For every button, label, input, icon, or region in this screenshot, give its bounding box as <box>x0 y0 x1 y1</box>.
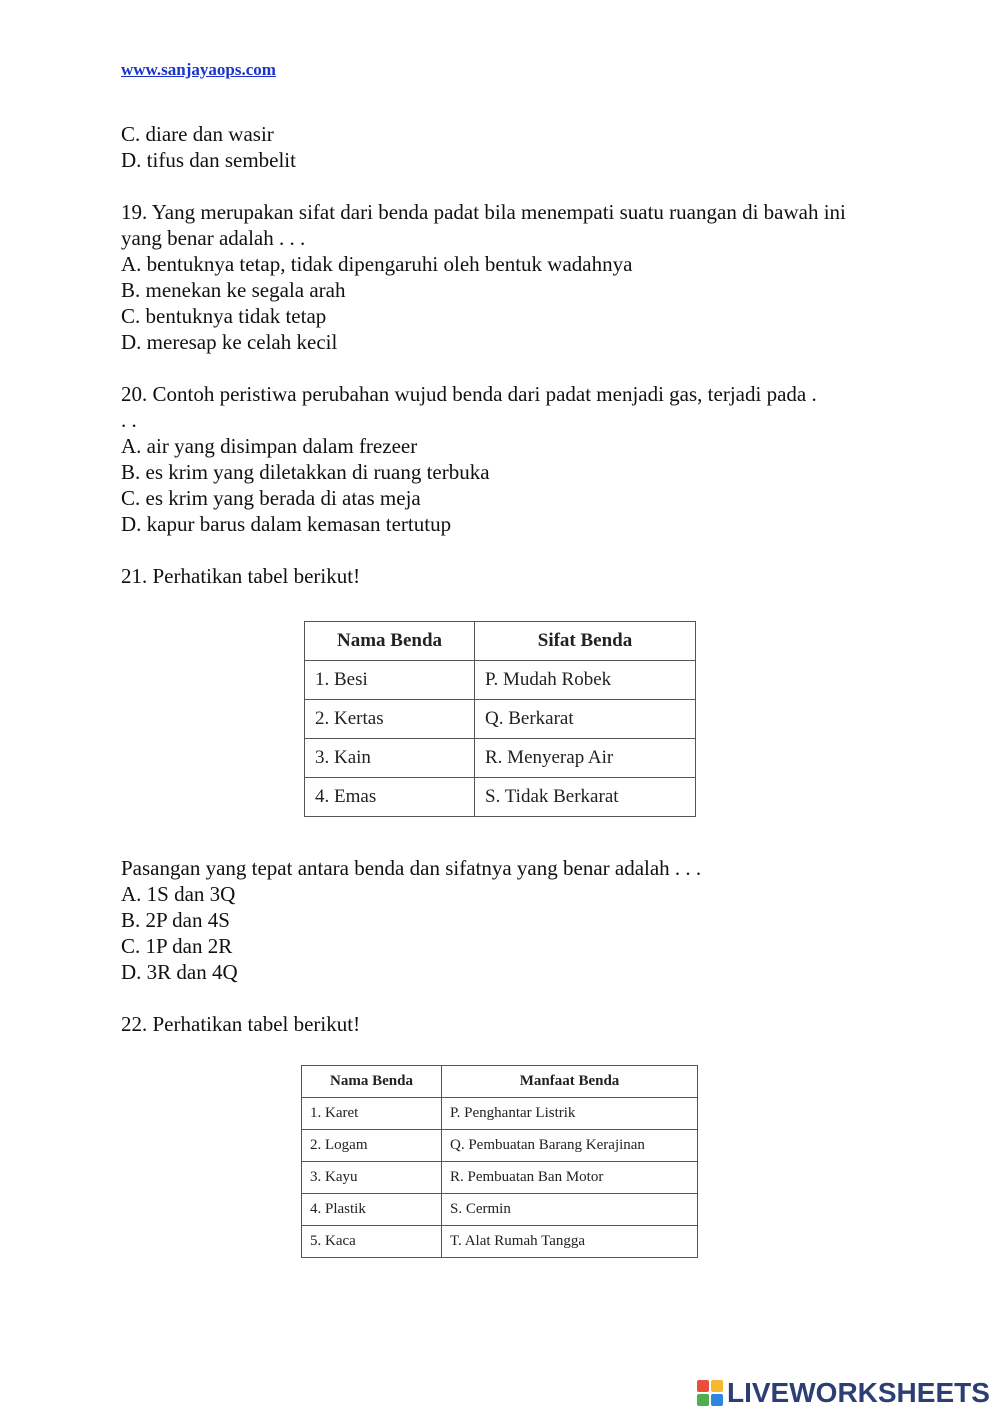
option-c: C. 1P dan 2R <box>121 934 233 958</box>
table-row <box>302 1130 698 1162</box>
option-d: D. meresap ke celah kecil <box>121 330 338 354</box>
prompt-text: Pasangan yang tepat antara benda dan sifatnya yang benar adalah . . . <box>121 856 702 880</box>
option-b: B. menekan ke segala arah <box>121 278 346 302</box>
table-row <box>302 1226 698 1258</box>
question-21-prompt <box>121 855 891 985</box>
cell-sifat: Q. Berkarat <box>475 700 696 739</box>
cell-nama: 1. Besi <box>305 661 475 700</box>
logo-text: LIVEWORKSHEETS <box>727 1377 990 1408</box>
question-text: 19. Yang merupakan sifat dari benda padat bila menempati suatu ruangan di bawah ini yang benar adalah . . . <box>121 200 846 250</box>
option-b: B. 2P dan 4S <box>121 908 230 932</box>
option-d: D. tifus dan sembelit <box>121 148 296 172</box>
table-row <box>305 778 696 817</box>
table-header-row <box>302 1066 698 1098</box>
cell-sifat: S. Tidak Berkarat <box>475 778 696 817</box>
cell-nama: 2. Logam <box>302 1130 442 1162</box>
option-a: A. air yang disimpan dalam frezeer <box>121 434 418 458</box>
table-row <box>302 1162 698 1194</box>
cell-sifat: P. Mudah Robek <box>475 661 696 700</box>
question-text: 21. Perhatikan tabel berikut! <box>121 564 361 588</box>
table-sifat-benda <box>304 621 696 817</box>
table-row <box>305 661 696 700</box>
option-a: A. 1S dan 3Q <box>121 882 236 906</box>
q18-options <box>121 121 891 173</box>
table-manfaat-benda <box>301 1065 698 1258</box>
question-text-line1: 20. Contoh peristiwa perubahan wujud benda dari padat menjadi gas, terjadi pada . <box>121 382 817 406</box>
header-nama-benda: Nama Benda <box>305 622 475 661</box>
table-row <box>305 739 696 778</box>
logo-square <box>697 1394 709 1406</box>
option-c: C. es krim yang berada di atas meja <box>121 486 421 510</box>
liveworksheets-logo-icon <box>697 1380 723 1406</box>
cell-nama: 4. Plastik <box>302 1194 442 1226</box>
cell-nama: 3. Kain <box>305 739 475 778</box>
logo-square <box>697 1380 709 1392</box>
cell-manfaat: S. Cermin <box>442 1194 698 1226</box>
option-c: C. diare dan wasir <box>121 122 274 146</box>
cell-nama: 1. Karet <box>302 1098 442 1130</box>
cell-nama: 5. Kaca <box>302 1226 442 1258</box>
question-text: 22. Perhatikan tabel berikut! <box>121 1012 361 1036</box>
option-d: D. 3R dan 4Q <box>121 960 238 984</box>
question-21-title <box>121 563 891 589</box>
liveworksheets-logo[interactable] <box>697 1376 990 1410</box>
header-manfaat-benda: Manfaat Benda <box>442 1066 698 1098</box>
table-header-row <box>305 622 696 661</box>
question-19 <box>121 199 891 355</box>
header-sifat-benda: Sifat Benda <box>475 622 696 661</box>
cell-nama: 3. Kayu <box>302 1162 442 1194</box>
option-d: D. kapur barus dalam kemasan tertutup <box>121 512 452 536</box>
option-c: C. bentuknya tidak tetap <box>121 304 327 328</box>
question-20 <box>121 381 891 537</box>
option-a: A. bentuknya tetap, tidak dipengaruhi oleh bentuk wadahnya <box>121 252 633 276</box>
table-row <box>305 700 696 739</box>
site-link[interactable]: www.sanjayaops.com <box>121 60 276 79</box>
cell-manfaat: P. Penghantar Listrik <box>442 1098 698 1130</box>
table-row <box>302 1194 698 1226</box>
logo-square <box>711 1394 723 1406</box>
logo-square <box>711 1380 723 1392</box>
cell-manfaat: R. Pembuatan Ban Motor <box>442 1162 698 1194</box>
cell-nama: 4. Emas <box>305 778 475 817</box>
option-b: B. es krim yang diletakkan di ruang terbuka <box>121 460 490 484</box>
question-text-line2: . . <box>121 408 137 432</box>
cell-manfaat: Q. Pembuatan Barang Kerajinan <box>442 1130 698 1162</box>
cell-manfaat: T. Alat Rumah Tangga <box>442 1226 698 1258</box>
question-22-title <box>121 1011 891 1037</box>
cell-nama: 2. Kertas <box>305 700 475 739</box>
cell-sifat: R. Menyerap Air <box>475 739 696 778</box>
header-nama-benda: Nama Benda <box>302 1066 442 1098</box>
table-row <box>302 1098 698 1130</box>
